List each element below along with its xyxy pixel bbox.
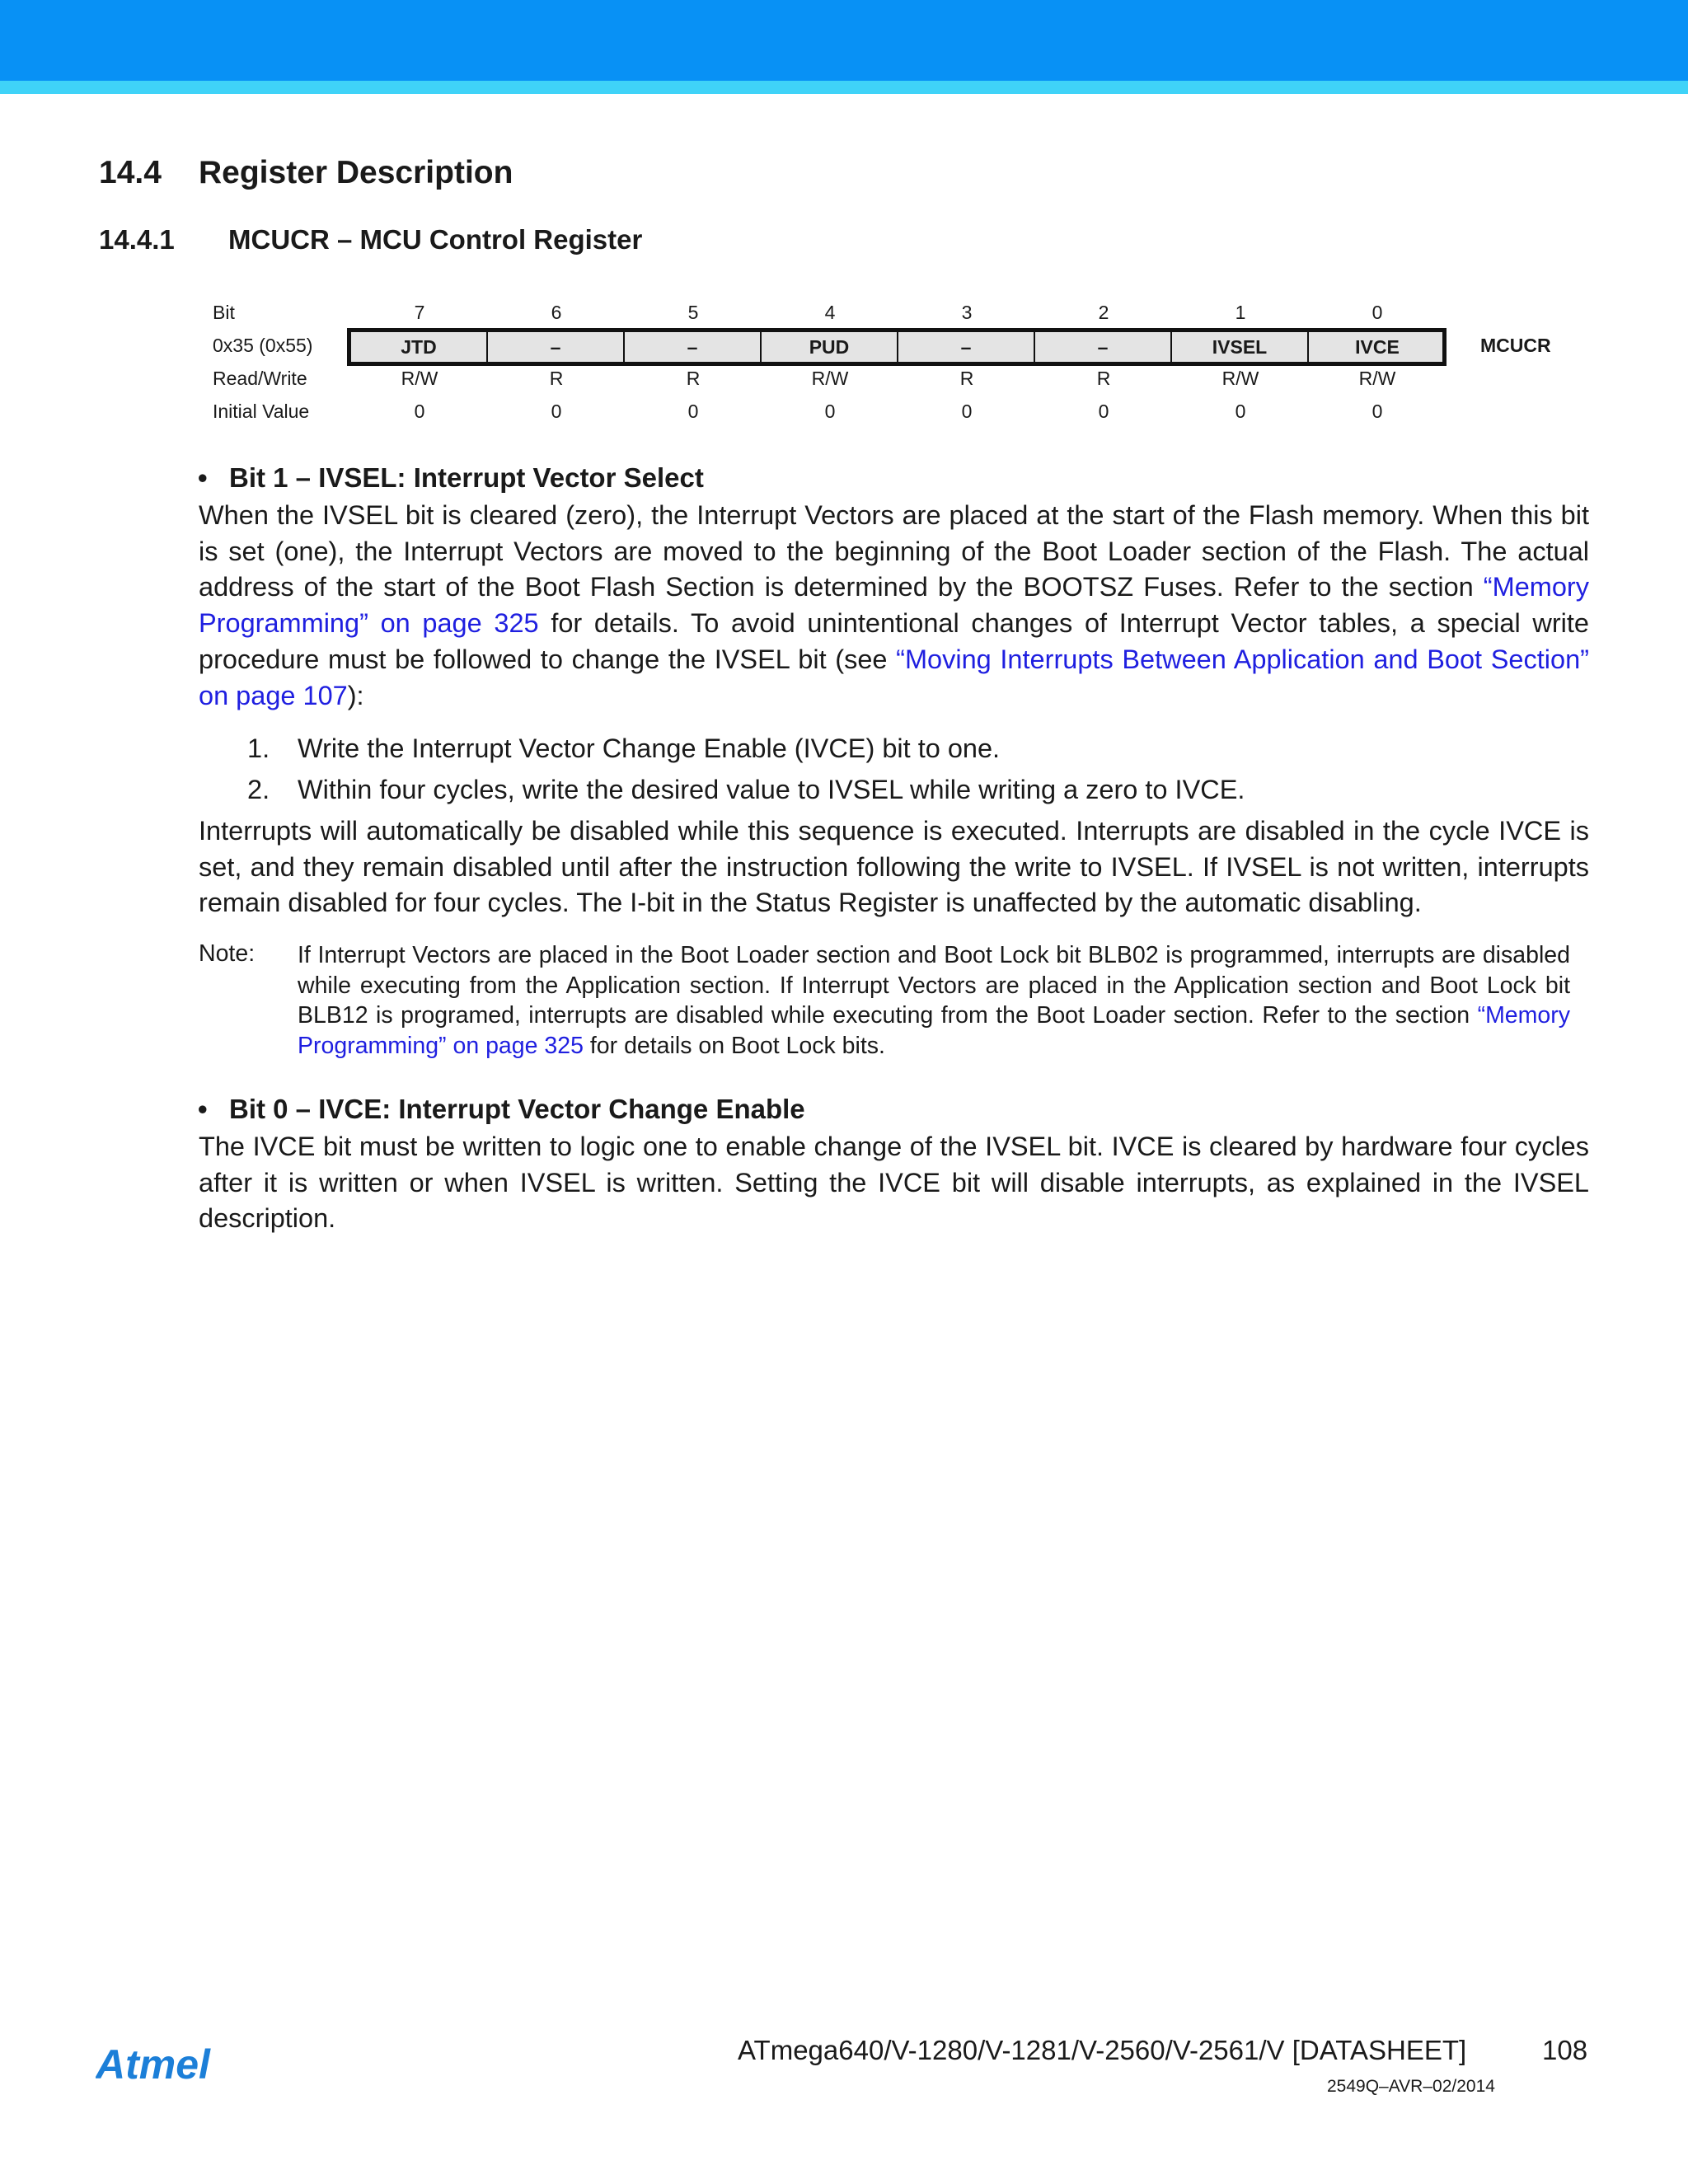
bit-number: 0 [1372,302,1383,323]
bit1-paragraph-1 [199,498,1589,714]
rw-value: R [686,368,701,389]
register-field-box [347,328,1447,366]
rw-value: R/W [1358,368,1396,389]
bullet-icon: • [198,1094,208,1124]
bit-number: 2 [1098,302,1109,323]
bit-row-label: Bit [213,302,235,323]
bit-number: 6 [551,302,562,323]
text-run: When the IVSEL bit is cleared (zero), the Interrupt Vectors are placed at the start of the Flash memory. When this bit is set (one), the Interrupt Vectors are moved to the beginning of the Boot Loader section of the Flash. The actual address of the start of the Boot Flash Section is determined by the BOOTSZ Fuses. Refer to the section [199,500,1589,602]
address-label: 0x35 (0x55) [213,335,313,356]
document-code: 2549Q–AVR–02/2014 [1327,2077,1495,2096]
register-field: – [625,332,762,362]
text-run: for details on Boot Lock bits. [583,1032,885,1059]
rw-value: R [549,368,564,389]
register-field: JTD [351,332,488,362]
initial-value: 0 [414,401,425,422]
bit1-heading [198,462,704,494]
rw-value: R/W [811,368,849,389]
note-memory-programming-link[interactable]: “Memory Programming” on page 325 [298,1002,1570,1059]
bit1-heading-text: Bit 1 – IVSEL: Interrupt Vector Select [229,462,704,493]
text-run: for details. To avoid unintentional changes of Interrupt Vector tables, a special write procedure must be followed to change the IVSEL bit (see [199,608,1589,674]
moving-interrupts-link[interactable]: “Moving Interrupts Between Application and Boot Section” on page 107 [199,644,1589,710]
rw-value: R [959,368,974,389]
bit0-heading [198,1094,805,1125]
register-field: – [1035,332,1172,362]
rw-row-label: Read/Write [213,368,307,389]
initial-value: 0 [961,401,973,422]
note-label: Note: [199,940,256,967]
initial-value: 0 [1372,401,1383,422]
bit0-heading-text: Bit 0 – IVCE: Interrupt Vector Change Enable [229,1094,805,1124]
initial-value: 0 [1235,401,1246,422]
footer-title: ATmega640/V-1280/V-1281/V-2560/V-2561/V [DATASHEET] [738,2035,1467,2065]
list-item-text: Within four cycles, write the desired value to IVSEL while writing a zero to IVCE. [298,775,1245,804]
register-name: MCUCR [1480,335,1551,356]
memory-programming-link[interactable]: “Memory Programming” on page 325 [199,572,1589,639]
note-text [298,940,1570,1061]
initial-value: 0 [824,401,836,422]
subsection-title: MCUCR – MCU Control Register [228,224,643,255]
text-run: ): [347,680,364,710]
section-number: 14.4 [99,155,162,190]
header-stripe [0,81,1688,94]
initial-row-label: Initial Value [213,401,310,422]
bit-number: 4 [824,302,836,323]
bit-number: 5 [687,302,699,323]
rw-value: R [1096,368,1111,389]
bit-number: 1 [1235,302,1246,323]
register-field: PUD [762,332,898,362]
initial-value: 0 [1098,401,1109,422]
bit-number: 7 [414,302,425,323]
register-field: IVCE [1355,336,1400,358]
bit-number: 3 [961,302,973,323]
initial-value: 0 [551,401,562,422]
page-number: 108 [1542,2035,1588,2065]
list-item-number: 2. [247,775,270,804]
rw-value: R/W [401,368,438,389]
register-field: – [898,332,1035,362]
header-band [0,0,1688,81]
bullet-icon: • [198,462,208,493]
text-run: If Interrupt Vectors are placed in the Boot Loader section and Boot Lock bit BLB02 is programmed, interrupts are disabled while executing from the Application section. If Interrupt Vectors are placed in the Application section and Boot Lock bit BLB12 is programed, interrupts are disabled while executing from the Boot Loader section. Refer to the section [298,942,1570,1029]
initial-value: 0 [687,401,699,422]
logo-text: Atmel [96,2041,210,2088]
section-title: Register Description [199,155,513,190]
list-item-text: Write the Interrupt Vector Change Enable (IVCE) bit to one. [298,733,1001,763]
atmel-logo [96,2041,240,2090]
register-field: – [488,332,625,362]
bit1-paragraph-2: Interrupts will automatically be disabled while this sequence is executed. Interrupts are disabled in the cycle IVCE is set, and they remain disabled until after the instruction following the write to IVSEL. If IVSEL is not written, interrupts remain disabled for four cycles. The I-bit in the Status Register is unaffected by the automatic disabling. [199,816,1589,918]
bit0-paragraph: The IVCE bit must be written to logic one to enable change of the IVSEL bit. IVCE is cleared by hardware four cycles after it is written or when IVSEL is written. Setting the IVCE bit will disable interrupts, as explained in the IVSEL description. [199,1132,1589,1234]
register-field: IVSEL [1172,332,1309,362]
subsection-number: 14.4.1 [99,224,175,255]
list-item-number: 1. [247,733,270,763]
rw-value: R/W [1221,368,1259,389]
